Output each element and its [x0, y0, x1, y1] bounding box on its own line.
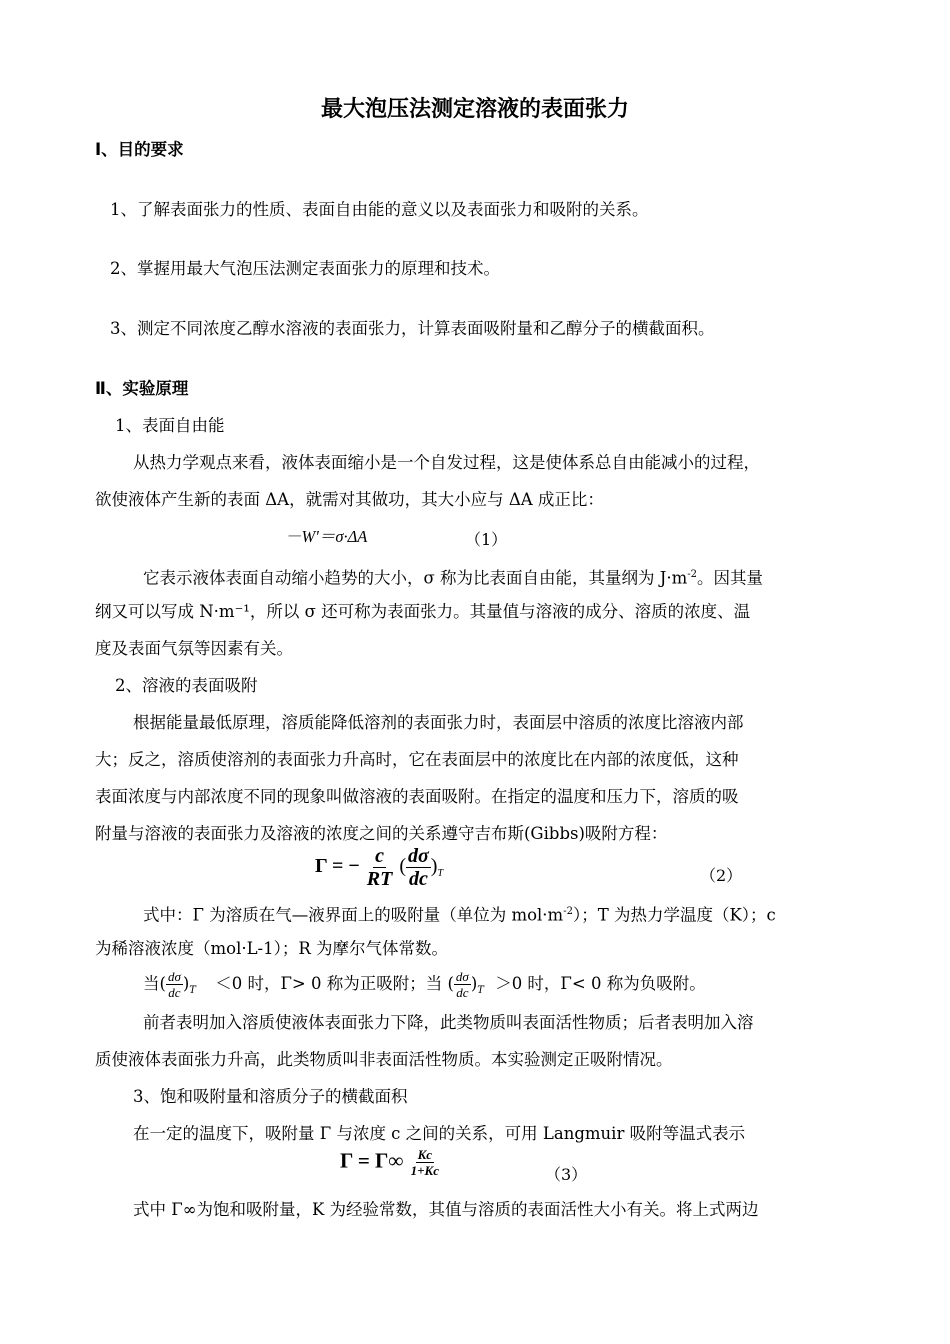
paragraph-line: 欲使液体产生新的表面 ΔA，就需对其做功，其大小应与 ΔA 成正比： — [95, 490, 604, 509]
superscript: -2 — [687, 569, 698, 580]
paragraph-line: 大；反之，溶质使溶剂的表面张力升高时，它在表面层中的浓度比在内部的浓度低，这种 — [95, 750, 739, 769]
objective-item-3: 3、测定不同浓度乙醇水溶液的表面张力，计算表面吸附量和乙醇分子的横截面积。 — [110, 319, 715, 338]
paragraph-line: 在一定的温度下，吸附量 Γ 与浓度 c 之间的关系，可用 Langmuir 吸附等温式表示 — [133, 1124, 746, 1143]
paren-close: ) — [430, 855, 438, 878]
fraction-numerator: dσ — [408, 845, 429, 867]
paragraph-line: 度及表面气氛等因素有关。 — [95, 639, 293, 658]
subheading-surface-free-energy: 1、表面自由能 — [115, 416, 225, 435]
equation-lhs: Γ = Γ∞ — [340, 1148, 404, 1173]
equation-number-1: （1） — [465, 530, 508, 549]
paragraph-line: 纲又可以写成 N·m⁻¹，所以 σ 还可称为表面张力。其量值与溶液的成分、溶质的浓度、温 — [95, 602, 751, 621]
equation-lhs: Γ = − — [315, 855, 360, 878]
fraction-numerator: c — [375, 845, 384, 867]
small-fraction — [166, 970, 183, 999]
paragraph-text: 当( — [143, 974, 166, 993]
fraction-denominator: dc — [408, 868, 428, 890]
paragraph-line: 从热力学观点来看，液体表面缩小是一个自发过程，这是使体系总自由能减小的过程， — [133, 453, 760, 472]
paren-close: ) — [182, 974, 190, 993]
paragraph-line: 式中 Γ∞为饱和吸附量，K 为经验常数，其值与溶质的表面活性大小有关。将上式两边 — [133, 1200, 759, 1219]
superscript: -2 — [563, 906, 573, 917]
subheading-saturated-adsorption: 3、饱和吸附量和溶质分子的横截面积 — [133, 1087, 408, 1106]
paragraph-line: 附量与溶液的表面张力及溶液的浓度之间的关系遵守吉布斯(Gibbs)吸附方程： — [95, 824, 668, 843]
objective-item-2: 2、掌握用最大气泡压法测定表面张力的原理和技术。 — [110, 259, 500, 278]
subheading-solution-adsorption: 2、溶液的表面吸附 — [115, 676, 258, 695]
paragraph-line: 根据能量最低原理，溶质能降低溶剂的表面张力时，表面层中溶质的浓度比溶液内部 — [133, 713, 744, 732]
paragraph-text: ）；T 为热力学温度（K）；c — [572, 905, 776, 925]
paren-open: ( — [399, 855, 407, 878]
paragraph-line: 质使液体表面张力升高，此类物质叫非表面活性物质。本实验测定正吸附情况。 — [95, 1050, 673, 1069]
adsorption-sign-line — [143, 970, 853, 1003]
fraction-denominator: dc — [456, 985, 469, 1000]
subscript: T — [189, 985, 196, 996]
paragraph-line: 表面浓度与内部浓度不同的现象叫做溶液的表面吸附。在指定的温度和压力下，溶质的吸 — [95, 787, 739, 806]
section-heading-principle: Ⅱ、实验原理 — [95, 379, 189, 398]
fraction-denominator: dc — [168, 985, 181, 1000]
paragraph-text: 。因其量 — [697, 568, 764, 588]
fraction-denominator: RT — [366, 868, 393, 890]
paragraph-line: 前者表明加入溶质使液体表面张力下降，此类物质叫表面活性物质；后者表明加入溶 — [143, 1013, 754, 1032]
equation-3 — [340, 1148, 441, 1177]
paren-close: ) — [470, 974, 478, 993]
subscript: T — [437, 868, 444, 880]
paragraph-text: 式中：Γ 为溶质在气—液界面上的吸附量（单位为 mol·m — [143, 905, 564, 925]
paragraph-text: 它表示液体表面自动缩小趋势的大小，σ 称为比表面自由能，其量纲为 J·m — [143, 568, 688, 588]
fraction-denominator: 1+Kc — [410, 1163, 439, 1178]
paragraph-line: 为稀溶液浓度（mol·L-1）；R 为摩尔气体常数。 — [95, 939, 449, 958]
equation-number-3: （3） — [545, 1165, 588, 1184]
derivative-fraction — [406, 846, 431, 889]
fraction — [365, 846, 395, 889]
page-title: 最大泡压法测定溶液的表面张力 — [320, 97, 629, 122]
fraction-numerator: dσ — [455, 969, 469, 984]
paragraph-text: ＞0 时，Γ< 0 称为负吸附。 — [495, 974, 706, 993]
subscript: T — [477, 985, 484, 996]
fraction — [409, 1148, 441, 1177]
fraction-numerator: Kc — [417, 1147, 433, 1162]
section-heading-objectives: Ⅰ、目的要求 — [95, 140, 184, 159]
equation-number-2: （2） — [700, 866, 743, 885]
paragraph-text: ＜0 时，Γ> 0 称为正吸附；当 ( — [215, 974, 454, 993]
objective-item-1: 1、了解表面张力的性质、表面自由能的意义以及表面张力和吸附的关系。 — [110, 200, 649, 219]
equation-2 — [315, 846, 443, 889]
paragraph-line — [143, 900, 853, 928]
small-fraction — [454, 970, 471, 999]
fraction-numerator: dσ — [167, 969, 181, 984]
equation-1: －W′＝σ·ΔA — [285, 527, 368, 546]
paragraph-line — [143, 563, 853, 591]
